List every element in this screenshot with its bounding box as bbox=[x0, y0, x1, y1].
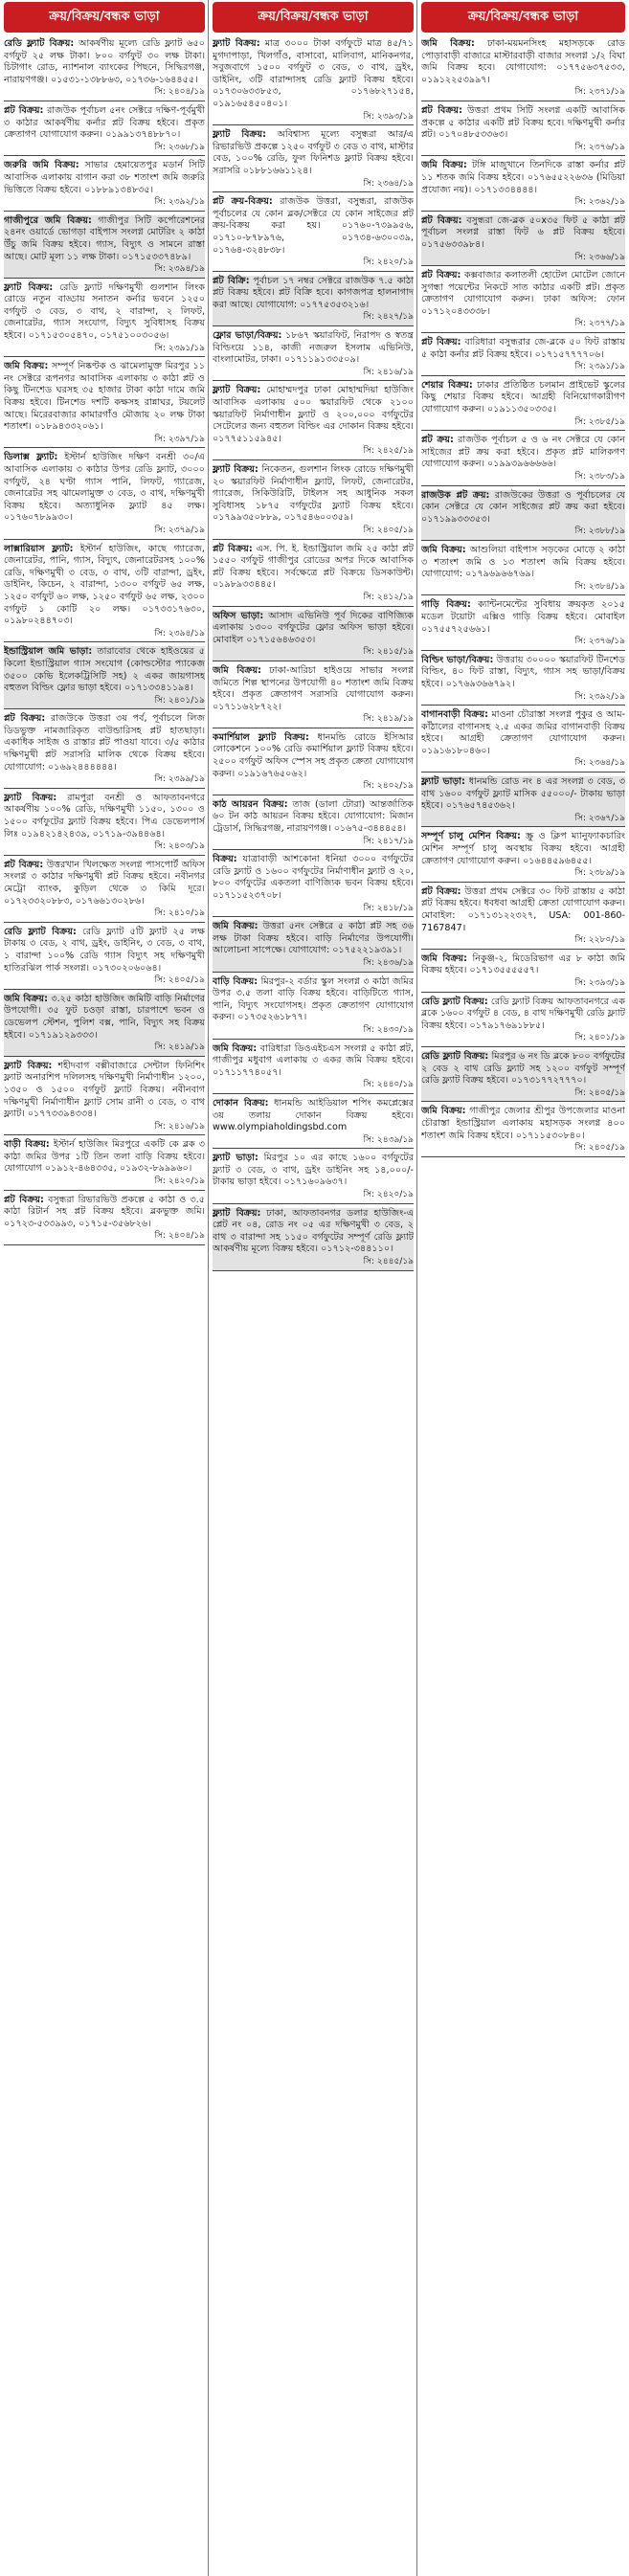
ad-title: প্লট বিক্রয়: bbox=[421, 337, 461, 348]
ad-title: জমি বিক্রয়: bbox=[421, 160, 467, 171]
ad-reference: সি: ২৩৮৯/১৯ bbox=[574, 868, 625, 879]
ad-reference: সি: ২৪১৯/১৯ bbox=[154, 1042, 205, 1053]
column-header: ক্রয়/বিক্রয়/বন্ধক ভাড়া bbox=[421, 2, 625, 33]
ad-title: বাড়ি বিক্রয়: bbox=[213, 975, 258, 987]
ad-body: উত্তরা ৫নং সেক্টরে ৫ কাঠা প্লট সহ ৩৬ লক্ষ টাকা বিক্রয় হইবে। বাড়ি নির্মাণের উপযোগী। আলোচনা সাপেক্ষে। যোগাযোগ: ০১৭৫২২১৯৩৯১। bbox=[213, 921, 414, 956]
classified-ad bbox=[4, 1061, 205, 1136]
ad-body: মিরপুর ১০ এর কাছে ১৬০০ বর্গফুটের ফ্ল্যাট ৩ বেড, ৩ বাথ, ড্রইং ডাইনিং সহ ১৪,০০০/- টাকায় ভাড়া হইবে। ০১৭১৬০৯৬৩৭। bbox=[213, 1153, 414, 1188]
classified-ad bbox=[421, 435, 625, 485]
ad-body: সম্পূর্ণ নিষ্কণ্টক ও ঝামেলামুক্ত মিরপুর ১১ নং সেক্টরে রূপনগর আবাসিক এলাকায় ৩ কাঠা প্লট ও কিছু টিনশেড ঘরসহ ৩৫ হাজার টাকা কাঠা দামে জমি বিক্রয় হইবে। টিনশেড দশটি কক্ষসহ রান্নাঘর, টয়লেট আছে। মিরেরবাজার কামারগাঁও মৌজায় ২০ লক্ষ টাকা শতাংশ। ০১৮৯৪৩৩২০৬১। bbox=[4, 361, 205, 433]
ad-body: তারাবোর থেকে হাইওয়ের ৫ কিলো ইন্ডাস্ট্রিয়াল গ্যাস সংযোগ (কোল্ডস্টোর প্যাকেজ ৩৫০০ কেভি ইলেকট্রিসিটি সহ) ২ একর জায়গাসহ বহুতল বিল্ডিং ফ্লোর ভাড়া হইবে। ০১৭১৩৩৪১১৯৪। bbox=[4, 646, 205, 694]
ad-body: টঙ্গি মাজুখানে তিনদিকে রাস্তা কর্নার প্লট ১১ শতক জমি বিক্রয় হইবে। ০১৭৬৫৫২২৬৩৬ (মিডিয়া প্রযোজ্য নয়)। ০১৭১৩৩৪৪৪৪। bbox=[421, 160, 625, 195]
ad-body: যাত্রাবাড়ী আশকোনা ধনিয়া ৩০০০ বর্গফুটের রেডি ফ্ল্যাট ও ১৬০০ বর্গফুটের নির্মাণাধীন ফ্ল্যাট ও ২০, ৮০০ বর্গফুটের একতলা বাণিজ্যিক ভবন বিক্রয় হইবে। ০১৭১১৫২৩৭০৮। bbox=[213, 854, 414, 901]
ad-reference: সি: ২৩৬৮/১৯ bbox=[154, 142, 205, 152]
ad-body: বারিধারা ডিওএইচএস সংলগ্ন ৫ কাঠা প্লট, গাজীপুর মধুবাগ এলাকায় ৩ একর জমি বিক্রয় হইবে। ০১৭১১৭৭৪০৫৭। bbox=[213, 1042, 414, 1078]
classified-ad bbox=[4, 160, 205, 211]
classified-ad bbox=[213, 799, 414, 850]
ad-reference: সি: ২৪২০/১৯ bbox=[154, 1176, 205, 1187]
classified-ad bbox=[421, 886, 625, 950]
ad-body: রাজউক পূর্বাচল ৫নং সেক্টরে দক্ষিণ-পূর্বমুখী ৩ কাঠার আকর্ষণীয় কর্নার প্লট বিক্রয় হইবে। প্রকৃত ক্রেতাগণ যোগাযোগ করুন। ০১৯৯১৩৭৪৮৮৭০। bbox=[4, 104, 205, 141]
ad-body: উত্তরা প্রথম সেক্টরে ৩০ ফিট রাস্তায় ৫ কাঠা প্লট বিক্রয় হইবে। ধবধবা আগ্রহী ক্রেতা যোগাযোগ করুন। মোবাইল: ০১৭১৩১২২৩২৭, USA: 001-860-7167847। bbox=[421, 885, 625, 933]
ad-title: জমি বিক্রয়: bbox=[421, 1106, 466, 1117]
classified-ad bbox=[4, 544, 205, 643]
classified-ad bbox=[4, 452, 205, 539]
ad-reference: সি: ২৪৪০/১৯ bbox=[363, 1080, 414, 1090]
ad-title: ডিলাক্স ফ্ল্যাট: bbox=[4, 452, 58, 463]
ad-title: জমি বিক্রয়: bbox=[421, 38, 475, 49]
classified-ad bbox=[213, 276, 414, 326]
ad-reference: সি: ২৪০১/১৯ bbox=[154, 695, 205, 706]
ad-reference: সি: ২৩৬২/১৯ bbox=[574, 197, 625, 208]
classified-ad bbox=[421, 215, 625, 266]
ad-reference: সি: ২৩৬৬/১৯ bbox=[574, 252, 625, 262]
ad-body: বসুন্ধরা রিভারভিউ প্রকল্পে ৫ কাঠা ও ৩.৫ কাঠা রিটার্ন সহ প্লট বিক্রয় হইবে। ব্লকভুক্ত জমি। ০১৭২৩-৫৩৩৯৯৩, ০১৭১৫-৩৫৬৮২৬। bbox=[4, 1194, 205, 1229]
classified-ad bbox=[4, 994, 205, 1057]
ad-title: প্লট ক্রয়: bbox=[421, 435, 454, 446]
ad-reference: সি: ২৩৯২/১৯ bbox=[154, 197, 205, 208]
ad-reference: সি: ২৩৮৮/১৯ bbox=[574, 526, 625, 537]
ad-body: পূর্বাচল ১৭ নম্বর সেক্টরে রাজউক ৭.৫ কাঠা প্লট বিক্রয় হইবে। প্লট বিক্রি হবে। কাগজপত্র হালনাগাদ করা আছে। যোগাযোগ: ০১৭৭৫৩৫৩২১৬। bbox=[213, 275, 414, 310]
classified-ad bbox=[213, 732, 414, 795]
ad-reference: সি: ২৪৩৯/১৯ bbox=[363, 1134, 414, 1145]
ad-title: বিল্ডিং ভাড়া/বিক্রয়: bbox=[421, 654, 494, 665]
ad-title: অফিস ভাড়া: bbox=[213, 610, 264, 621]
ad-title: জমি বিক্রয়: bbox=[213, 664, 261, 676]
ad-title: প্লট বিক্রয়: bbox=[421, 270, 461, 281]
ad-title: প্লট বিক্রয়: bbox=[4, 1194, 44, 1205]
classified-ad bbox=[213, 611, 414, 661]
ad-reference: সি: ২৪২০/১৯ bbox=[363, 1190, 414, 1200]
ad-body: রাজউকে উত্তরা ৩য় পর্ব, পূর্বাচলে লিজ ডিডভুক্ত নামজারিকৃত বাউন্ডারিসহ প্লট হাতছাড়া। একাধিক সাইজ ও রাস্তার প্লট পাওয়া যাবে। ৩/৫ কাঠার দক্ষিণমুখী প্লট সরাসরি মালিক থেকে বিক্রয় হইবে। যোগাযোগ: ০১৬৯২৪৪৪৪৪৪। bbox=[4, 713, 205, 773]
ad-title: শেয়ার বিক্রয়: bbox=[421, 379, 473, 391]
ad-reference: সি: ২৩৯৩/১৯ bbox=[574, 977, 625, 988]
classified-ad bbox=[421, 997, 625, 1047]
ad-reference: সি: ২৪৩৬/১৯ bbox=[363, 957, 414, 968]
ad-title: প্লট বিক্রয়: bbox=[4, 713, 46, 725]
classified-ad bbox=[213, 1098, 414, 1149]
ad-title: প্লট বিক্রয়: bbox=[421, 214, 462, 226]
ad-body: ইস্টার্ন হাউজিং, কাছে গ্যারেজ, জেনারেটর, পানি, গ্যাস, বিদ্যুৎ, জেনারেটরসহ ১০০% রেডি, দক্ষিণমুখী ৩ বেড, ৩ বাথ, ৩টি বারান্দা, ড্রইং, ডাইনিং, কিচেন, ২ বারান্দা, ১৩০০ বর্গফুট ৬৫ লক্ষ, ১২৫০ বর্গফুট ৬০ লক্ষ, ১২৫০ বর্গফুট ৬৫ লক্ষ, ২৩০০ বর্গফুট ১ কোটি ২০ লক্ষ। ০১৭৩৩১৭৬৩০, ০১৯৮০২৪৪৭০৩। bbox=[4, 543, 205, 627]
ad-body: রাজউকের উত্তরা ও পূর্বাচলের যে কোন সেক্টরে যে কোন সাইজের প্লট ক্রয় করা হইবে। ০১৭১৯৯৩৩৩৫৩। bbox=[421, 489, 625, 525]
ad-reference: সি: ২৩৯১/১৯ bbox=[154, 343, 205, 353]
classified-ad bbox=[421, 545, 625, 595]
ad-reference: সি: ২৪৩০/১৯ bbox=[363, 1024, 414, 1035]
ad-body: মোহাম্মদপুর ঢাকা মোহাম্মদিয়া হাউজিং আবাসিক এলাকায় ৫০০ স্কয়ারফিট থেকে ২১০০ স্কয়ারফিট নির্মাণাধীন ফ্ল্যাট ও ২০০,০০০ বর্গফুটের সেটেলের জন্য বহুতল বিল্ডিং এর দোকান বিক্রয় হইবে। ০১৭৭৫১১৫৯৪৫। bbox=[213, 385, 414, 444]
ad-title: ফ্ল্যাট বিক্রয়: bbox=[4, 792, 57, 803]
ad-title: ফ্ল্যাট বিক্রয়: bbox=[213, 1207, 261, 1219]
ad-body: আসাদ এভিনিউ পূর্ব দিকের বাণিজ্যিক এলাকায় ১৩০০ বর্গফুটের ফ্লোর অফিস ভাড়া হইবে। মোবাইল ০১৭১৫৬৪৬৩৫৩। bbox=[213, 610, 414, 645]
ad-body: মাত্র ৩০০০ টাকা বর্গফুটে মাত্র ৪৫/৭১ মুগদাপাড়া, খিলগাঁও, বাসাবো, মালিবাগ, মানিকনগর, সবুজবাগে ১৫০০ বর্গফুট ৩ বেড, ৩ বাথ, ড্রইং, ডাইনিং, ৩টি বারান্দাসহ রেডি ফ্ল্যাট বিক্রয় হইবে। ০১৭৩০৬৩৩৮৫৩, ০১৭৬৮২৭১৫৪, ০১৯১৬৫৪৫০৪০১। bbox=[213, 38, 414, 109]
ad-reference: সি: ২৩৬৭/১৯ bbox=[574, 813, 625, 823]
classified-ad bbox=[421, 337, 625, 376]
ad-title: বিক্রয়: bbox=[213, 854, 237, 865]
classified-ad bbox=[4, 646, 205, 709]
ad-reference: সি: ২৩৯৯/১৯ bbox=[154, 774, 205, 785]
classified-column-2 bbox=[213, 0, 414, 2576]
ad-title: গাড়ি বিক্রয়: bbox=[421, 599, 471, 611]
ad-reference: সি: ২৪০৫/১৯ bbox=[574, 1087, 625, 1098]
ad-title: ফ্ল্যাট ভাড়া: bbox=[213, 1153, 258, 1164]
ad-reference: সি: ২৪০৫/১৯ bbox=[363, 525, 414, 535]
ad-reference: সি: ২৪১৬/১৯ bbox=[363, 367, 414, 377]
ad-body: ১৮৬৭ স্কয়ারফিট, নিরাপদ ও স্বতন্ত্র বিল্ডিংয়ে ১১৪, কাজী নজরুল ইসলাম এভিনিউ, বাংলামোটর, ঢাকা। ০১৭১১৯১৩৩৫০৯। bbox=[213, 330, 414, 366]
ad-body: ইস্টার্ন হাউজিং দক্ষিণ বনশ্রী ৩০/এ আবাসিক এলাকায় ৩ কাঠার উপর রেডি ফ্ল্যাট, ৩০০০ বর্গফুট, ২৪ ঘণ্টা গ্যাস পানি, লিফট, গ্যারেজ, জেনারেটর সহ ঝামেলামুক্ত ৩ বেড, ৩ বাথ, দক্ষিণমুখী বিক্রয় হইবে। অত্যাধুনিক ফ্ল্যাট ৪৫ লক্ষ। ০১৭৬০৭৮৯৯৩০। bbox=[4, 452, 205, 524]
ad-title: ফ্ল্যাট বিক্রয়: bbox=[4, 281, 54, 293]
ad-title: প্লট ক্রয়-বিক্রয়: bbox=[213, 196, 273, 208]
classified-ad bbox=[421, 160, 625, 211]
ad-title: দোকান বিক্রয়: bbox=[213, 1097, 269, 1109]
column-header: ক্রয়/বিক্রয়/বন্ধক ভাড়া bbox=[213, 2, 414, 33]
ad-reference: সি: ২৩৬৪/১৯ bbox=[363, 178, 414, 189]
ad-body: রাজউক উত্তরা, বসুন্ধরা, রাজউক পূর্বাচলের যে কোন ব্লক/সেক্টরে যে কোন সাইজের প্লট ক্রয়-বিক্রয় করা হয়। ০১৭৬০-৭৩৯৯৫৬, ০১৭১০-৮৭৮৯৭৬, ০১৭৩৪-৬৩০০৩৯, ০১৭৬৪-৩২৪৮৩৮। bbox=[213, 196, 414, 256]
classified-ad bbox=[213, 330, 414, 381]
ad-reference: সি: ২৪৪৫/১৯ bbox=[363, 1257, 414, 1267]
ad-reference: সি: ২৪১৯/১৯ bbox=[363, 714, 414, 725]
classified-ad bbox=[213, 38, 414, 125]
ad-reference: সি: ২৩৭১/১৯ bbox=[574, 87, 625, 98]
ad-reference: সি: ২৪১০/১৯ bbox=[154, 908, 205, 919]
ad-body: রেডি ফ্ল্যাট বিক্রয় আফতাবনগরে এক ব্লকে ১৬০০ বর্গফুট ৪ বেড, ৪ বাথ দক্ষিণমুখী রেডি ফ্ল্যাট বিক্রয় হইবে। ০১৭৯১৭৬৯১৮৮৫। bbox=[421, 996, 625, 1031]
ad-body: উত্তরায় ৩০০০০ স্কয়ারফিট টিনশেড বিল্ডিং, ৪০ ফিট রাস্তা, বিদ্যুৎ, গ্যাস সহ ভাড়া/বিক্রয় হইবে। ০১৭৬৯৩৬৬৭৯২। bbox=[421, 654, 625, 689]
ad-body: তাজ (ডালা টোরা) আন্তর্জাতিক ৬০ টন কাঠ আয়রন বিক্রয় হইবে। যোগাযোগ: মিজান ট্রেডার্স, সিদ্ধিরগঞ্জ, নারায়ণগঞ্জ। ০১৬৭৫-৩৪৪৪৫৪। bbox=[213, 798, 414, 835]
ad-reference: সি: ২৪০১/১৯ bbox=[574, 1033, 625, 1043]
ad-reference: সি: ২৪০৪/১৯ bbox=[154, 1231, 205, 1242]
ad-body: বসুন্ধরা জে-ব্লক ৫০x৩৫ ফিট ৫ কাঠা প্লট পূর্বাচল সংলগ্ন রাস্তা ফিট ৬ প্লট বিক্রয় হইবে। ০১৭৫৬৩৩৯৮৪। bbox=[421, 214, 625, 250]
ad-title: রেডি ফ্ল্যাট বিক্রয়: bbox=[4, 926, 77, 937]
ad-reference: সি: ২৪০৩/১৯ bbox=[154, 841, 205, 852]
classified-ad bbox=[4, 1195, 205, 1245]
ad-title: ফ্ল্যাট বিক্রয়: bbox=[213, 385, 261, 396]
ad-body: ধানমন্ডি রোডে ইসিআর লোকেশনে ১০০% রেডি কমার্শিয়াল ফ্ল্যাট বিক্রয় হইবে। ২৫০০ বর্গফুট অফিস স্পেস সহ প্রকৃত ক্রেতা যোগাযোগ করুন। ০১৯১৬৭৬৫০৬২। bbox=[213, 731, 414, 779]
ad-title: প্লট বিক্রয়: bbox=[4, 104, 44, 116]
ad-reference: সি: ২৩৬৪/১৯ bbox=[574, 758, 625, 769]
ad-body: উত্তরখান খিলক্ষেত সংলগ্ন পাসপোর্ট অফিস সংলগ্ন ৩ কাঠার দক্ষিণমুখী প্লট বিক্রয় হইবে। নবীনগর মেট্রো ব্যাংক, কুড়িল থেকে ৩ কিমি দূরে। ০১৭২৩৩২০৮৮৩, ০১৭৬৬১৩০২৮৬। bbox=[4, 859, 205, 907]
column-divider bbox=[208, 0, 209, 2576]
classified-ad bbox=[213, 544, 414, 607]
ad-body: রামপুরা বনশ্রী ও আফতাবনগরে আকর্ষণীয় ১০০% রেডি, দক্ষিণমুখী ১১৫০, ১৩০০ ও ১৫০০ বর্গফুটের ফ্ল্যাট বিক্রয় হইবে। পিএ ডেভেলপার্স লিঃ ০১৯৪২১৪২৪৩৯, ০১৭১৯-৩৯৪৪৬৪। bbox=[4, 792, 205, 840]
ad-title: প্লট বিক্রয়: bbox=[4, 859, 44, 870]
ad-reference: সি: ২৪১৮/১৯ bbox=[363, 903, 414, 913]
ad-title: জমি বিক্রয়: bbox=[4, 993, 48, 1004]
ad-body: ঢাকা, আফতাবনগর ডলার হাউজিং-এ প্লেট নং ০৪, রোড নং ০৫ এর দক্ষিণমুখী ৩ বেড, ২ বাথ ৩ বারান্দা সহ ১১৫০ বর্গফুটের সম্পূর্ণ রেডি ফ্ল্যাট আকর্ষণীয় মূল্যে বিক্রয় হইবে। ০১৭১২-৩৪৪১১০। bbox=[213, 1207, 414, 1255]
classified-ad bbox=[421, 1051, 625, 1102]
classified-ad bbox=[213, 196, 414, 272]
ad-title: বাগানবাড়ী বিক্রয়: bbox=[421, 709, 488, 721]
classified-ad bbox=[421, 380, 625, 431]
classified-ad bbox=[421, 599, 625, 650]
ad-body: গাজীপুর সিটি কর্পোরেশনের ২৪নং ওয়ার্ডে ভোগড়া বাইপাস সংলগ্ন মোটরিং ২ কাঠা উঁচু জমি বিক্রয় হইবে। গ্যাস, বিদ্যুৎ ও সামনে রাস্তা আছে। মোট মূল্য ১১ লক্ষ টাকা। ০১৭১৫৩৩৭৪৮৯। bbox=[4, 214, 205, 262]
ad-body: ধানমন্ডি রোড নং ৪ এর সংলগ্ন ৩ বেড, ৩ বাথ ১৬০০ বর্গফুট ফ্ল্যাট মাসিক ৫৫০০০/- টাকায় ভাড়া হইবে। ০১৭৬৫৭৪৫৩৬২। bbox=[421, 776, 625, 812]
ad-body: ক্যান্টনমেন্টের সুবিধায় ক্রয়কৃত ২০১৫ মডেল টয়োটা এক্সিও গাড়ি বিক্রয় হইবে। মোবাইল ০১৭৫৫৭২৫৬৬১। bbox=[421, 599, 625, 635]
classified-ad bbox=[421, 709, 625, 773]
classified-column-3 bbox=[421, 0, 625, 2576]
ad-body: শহীদবাগ বক্সীবাজারে সেন্টাল ফিনিশিং ফ্ল্যাট অনারশিপ দলিলসহ দক্ষিণমুখী নির্মাণাধীন ১২০০, ১৩৫০ ও ১৫০০ বর্গফুট ফ্ল্যাট বিক্রয়। নবীনবাগ দক্ষিণমুখী নির্মাণাধীন ফ্ল্যাট সোম রানী ৩ বেড, ৩ বাথ ফ্ল্যাট। ০১৭৭৩৩৯৪৩৩৪। bbox=[4, 1060, 205, 1120]
classified-ad bbox=[421, 953, 625, 993]
ad-title: রেডি ফ্ল্যাট বিক্রয়: bbox=[421, 996, 488, 1007]
ad-body: ঢাকার প্রতিষ্ঠিত চলমান প্রাইভেট স্কুলের কিছু শেয়ার বিক্রয় হইবে। আগ্রহী বিনিয়োগকারীগণ যোগাযোগ করুন। ০১৯১১৩৫০৩৩৫। bbox=[421, 379, 625, 415]
ad-title: রাজউক প্লট ক্রয়: bbox=[421, 489, 490, 501]
ad-title: জমি বিক্রয়: bbox=[213, 1042, 258, 1054]
classified-ad bbox=[421, 270, 625, 333]
ad-body: ধানমন্ডি আইডিয়াল শপিং কমপ্লেক্সের ৩য় তলায় দোকান বিক্রয় হইবে। www.olympiaholdingsbd.com bbox=[213, 1097, 414, 1133]
classified-ad bbox=[213, 385, 414, 460]
ad-title: কাঠ আয়রন বিক্রয়: bbox=[213, 798, 288, 810]
ad-body: মিরপুর-২ বর্ডার স্কুল সংলগ্ন ৩ কাঠা জমির উপর ৩.৫ তলা বাড়ি বিক্রয় হইবে। বাড়িটিতে গ্যাস, পানি, বিদ্যুৎ সংযোগসহ। প্রকৃত ক্রেতাগণ যোগাযোগ করুন। ০১৭৩৫২৬১৮৭৭। bbox=[213, 975, 414, 1023]
ad-title: বাড়ী বিক্রয়: bbox=[4, 1139, 50, 1151]
ad-reference: সি: ২৪০৫/১৯ bbox=[574, 1143, 625, 1154]
classified-ad bbox=[213, 665, 414, 728]
ad-title: জমি বিক্রয়: bbox=[421, 952, 468, 964]
classified-ad bbox=[213, 976, 414, 1040]
classified-ad bbox=[213, 464, 414, 540]
ad-reference: সি: ২৩৭৯/১৯ bbox=[154, 525, 205, 535]
classified-ad bbox=[4, 38, 205, 101]
ad-body: রেডি ফ্ল্যাট ৫টি ফ্ল্যাট ২৫ লক্ষ টাকায় ৩ বেড, ২ বাথ, ড্রইং, ডাইনিং, ৩ বেড, ৩ বাথ, ১ বারান্দা ১০০% রেডি গ্যাস বিদ্যুৎ সহ দক্ষিণমুখী হাতিরঝিল পার্ক সংলগ্ন। ০১৭৩০২০৬০৬৪। bbox=[4, 926, 205, 974]
ad-body: অবিশ্বাস্য মূল্যে বসুন্ধরা আর/এ রিভারভিউ প্রকল্পে ১২৫০ বর্গফুট ৩ বেড ৩ বাথ, মাস্টার বেড, ১০০% রেডি, ফুল ফিনিশড ফ্ল্যাট বিক্রয় হইবে। সরাসরি ০১৮৮১৬৬১১২৪। bbox=[213, 129, 414, 176]
ad-body: এস. পি. ই. ইন্ডাস্ট্রিয়াল জমি ২৫ কাঠা প্লট ১৫৫০ বর্গফুট গাজীপুর রোডের অপর দিকে আবাসিক প্লট বিক্রয় হইবে। সর্বক্ষেত্রে প্লট বিক্রয়ে ডিসকাউন্ট। ০১৯৮৯৩৩৪৪৫। bbox=[213, 543, 414, 591]
ad-title: ফ্ল্যাট ভাড়া: bbox=[421, 776, 465, 788]
ad-body: ঢাকা-ময়মনসিংহ মহাসড়কে রোড পোড়াবাড়ী বাজারে মাস্টারবাড়ী বাজার সংলগ্ন ১/২ বিঘা জমি বিক্রয় হবে। যোগাযোগ: ০১৭৭৫৬৩৭৫৩৩, ০১৯১২২৫৩৯৯৭। bbox=[421, 38, 625, 85]
ad-body: উত্তরা প্রথম সিটি সংলগ্ন একটি আবাসিক প্রকল্পে ৫ কাঠার একটি প্লট বিক্রয় হবে। দক্ষিণমুখী কর্নার প্লট। ০১৭০৪৮৫৩৩৬৩। bbox=[421, 104, 625, 141]
ad-body: মাওনা চৌরাস্তা সংলগ্ন পুকুর ও আম-কাঁঠালের বাগানসহ ২.৫ একর জমির বাগানবাড়ী বিক্রয় হইবে। আগ্রহী ক্রেতাগণ যোগাযোগ করুন। ০১৯১৬১৮০৪৬০। bbox=[421, 709, 625, 756]
ad-title: জমি বিক্রয়: bbox=[4, 361, 49, 372]
classified-ad bbox=[4, 927, 205, 990]
ad-title: গাজীপুরে জমি বিক্রয়: bbox=[4, 214, 92, 226]
ad-reference: সি: ২৩৭৭/১৯ bbox=[574, 319, 625, 329]
classified-ad bbox=[4, 361, 205, 448]
classified-ad bbox=[421, 655, 625, 706]
classified-ad bbox=[421, 776, 625, 827]
classified-ad bbox=[4, 215, 205, 279]
ad-title: প্লট বিক্রয়: bbox=[421, 885, 461, 897]
ad-title: জমি বিক্রয়: bbox=[421, 544, 466, 555]
ad-reference: সি: ২৪১৭/১৯ bbox=[363, 836, 414, 846]
ad-reference: সি: ২৩৭৬/১৯ bbox=[574, 637, 625, 647]
ad-reference: সি: ২৩৮৩/১৯ bbox=[574, 472, 625, 482]
ad-title: প্লট বিক্রয়: bbox=[213, 543, 253, 554]
classified-ad bbox=[213, 854, 414, 917]
ad-body: আকর্ষণীয় মূল্যে রেডি ফ্ল্যাট ৬৫০ বর্গফুট ২৫ লক্ষ টাকা। ৮০০ বর্গফুট ৩০ লক্ষ টাকা। চিটাগাং রোড, ন্যাশনাল ব্যাংকের পিছনে, সিদ্ধিরগঞ্জ, নারায়ণগঞ্জ। ০১৫৩১-১৩৮৮৬৩, ০১৭৩৬-১৬৪৪৫৫। bbox=[4, 38, 205, 85]
classified-ad bbox=[4, 793, 205, 856]
ad-reference: সি: ২৪২৭/১৯ bbox=[363, 312, 414, 323]
ad-body: কক্সবাজার কলাতলী হোটেল মোটেল জোনে সুগন্ধা পয়েন্টের নিকটে সাত কাঠার একটি প্লট। প্রকৃত ক্রেতাগণ যোগাযোগ করুন। ঢাকা অফিস: ফোন ০১৭১২০৪৩৩৩৮। bbox=[421, 270, 625, 317]
ad-reference: সি: ২৩৯৩/১৯ bbox=[363, 111, 414, 122]
ad-reference: সি: ২৩৯৪/১৯ bbox=[154, 628, 205, 638]
classified-ad bbox=[213, 1208, 414, 1271]
classified-column-1 bbox=[4, 0, 205, 2576]
ad-title: সম্পূর্ণ চালু মেশিন বিক্রয়: bbox=[421, 831, 521, 842]
classified-ad bbox=[421, 38, 625, 101]
ad-body: আশুলিয়া বাইপাস সড়কের মোড়ে ২ কাঠা ৩ শতাংশ জমি ও ১৩ শতাংশ জমি বিক্রয় হইবে। যোগাযোগ: ০১৭৯৬৯৬৬৭৬৯। bbox=[421, 544, 625, 580]
classified-ad bbox=[421, 831, 625, 882]
ad-reference: সি: ২২৮০/১৯ bbox=[574, 935, 625, 946]
column-divider bbox=[416, 0, 417, 2576]
classified-ad bbox=[421, 1106, 625, 1156]
ad-body: রাজউক পূর্বাচল ৫ ও ৬ নং সেক্টরে যে কোন সাইজের প্লট ক্রয় করা হইবে। প্রকৃত প্লট মালিকগণ যোগাযোগ করুন। ০১৯৯৩৯৬৬৬৬৬। bbox=[421, 435, 625, 470]
column-header: ক্রয়/বিক্রয়/বন্ধক ভাড়া bbox=[4, 2, 205, 33]
classified-ad bbox=[4, 860, 205, 923]
ad-title: প্লট বিক্রয়: bbox=[421, 104, 462, 116]
ad-reference: সি: ২৪১৬/১৯ bbox=[154, 1121, 205, 1131]
classified-ad bbox=[213, 129, 414, 192]
ad-body: বারিধারা বসুন্ধরার জে-ব্লকে ৫০ ফিট রাস্তায় ৫ কাঠা কর্নার প্লট বিক্রয় হইবে। ০১৭১৫৭৭৭৭০৬। bbox=[421, 337, 625, 360]
ad-reference: সি: ২৪২৫/১৯ bbox=[363, 446, 414, 457]
ad-reference: সি: ২৪০৪/১৯ bbox=[154, 87, 205, 98]
classified-ad bbox=[421, 105, 625, 156]
ad-title: জমি বিক্রয়: bbox=[213, 921, 258, 932]
classified-ad bbox=[4, 713, 205, 789]
classified-ad bbox=[4, 282, 205, 358]
ad-title: প্লট বিক্রি: bbox=[213, 275, 250, 286]
ad-title: রেডি ফ্ল্যাট বিক্রয়: bbox=[4, 38, 75, 49]
classified-ad bbox=[421, 490, 625, 541]
ad-body: গাজীপুর জেলার শ্রীপুর উপজেলার মাওনা চৌরাস্তা ইন্ডাস্ট্রিয়াল এলাকায় মহাসড়ক সংলগ্ন ৪০০ শতাংশ জমি বিক্রয় হইবে। ০১৭১১৫৩০৮৪০। bbox=[421, 1106, 625, 1141]
ad-title: জরুরি জমি বিক্রয়: bbox=[4, 160, 79, 171]
ad-reference: সি: ২৩৯৭/১৯ bbox=[154, 434, 205, 444]
ad-title: ফ্ল্যাট বিক্রয়: bbox=[213, 129, 266, 141]
classified-ad bbox=[4, 1139, 205, 1190]
ad-reference: সি: ২৪১৫/১৯ bbox=[363, 647, 414, 658]
ad-body: সাভার হেমায়েতপুর মডার্ন সিটি আবাসিক এলাকায় বাগান করা ৩৮ শতাংশ জমি জরুরি ভিত্তিতে বিক্রয় হইবে। ০১৮৮৯১৩৪৮৩৫। bbox=[4, 160, 205, 195]
ad-title: ইন্ডাস্ট্রিয়াল জমি ভাড়া: bbox=[4, 646, 93, 658]
ad-reference: সি: ২৩৮৫/১৯ bbox=[574, 416, 625, 427]
ad-reference: সি: ২৪১২/১৯ bbox=[363, 592, 414, 602]
ad-reference: সি: ২৪০২/১৯ bbox=[363, 781, 414, 792]
classified-ad bbox=[213, 1043, 414, 1094]
ad-body: নিকুঞ্জ-২, মিডেরিভাগ এর ৮ কাঠা জমি বিক্রয় হইবে। ০১৭১৩৫৫৫৫৫৭। bbox=[421, 952, 625, 976]
ad-body: ঢাকা-আরিচা হাইওয়ে সাভার সংলগ্ন জমিতে শিল্প স্থাপনের উপযোগী ৪০ শতাংশ জমি বিক্রয় হইবে। প্রকৃত ক্রেতাগণ সরাসরি যোগাযোগ করুন। ০১৭১১৬২৮৭২২। bbox=[213, 664, 414, 712]
classified-ad bbox=[213, 1153, 414, 1203]
ad-body: নিকেতন, গুলশান লিংক রোডে দক্ষিণমুখী ২০ স্কয়ারফিট নির্মাণাধীন ফ্ল্যাট, লিফট, জেনারেটর, গ্যারেজ, সিকিউরিটি, টাইলস সহ আধুনিক সকল সুবিধাসহ ১৮৭৫ বর্গফুটের ফ্ল্যাট বিক্রয় হইবে। ০১৭৯৯৩৫০৮৮৯, ০১৭৫৪৬০০৩৫৯। bbox=[213, 464, 414, 524]
ad-title: লাক্সারিয়াস ফ্ল্যাট: bbox=[4, 543, 74, 554]
ad-body: মিরপুর ৬ নং ডি ব্লকে ৮০০ বর্গফুটের ২ বেড ২ বাথ রেডি ফ্ল্যাট সহ ১২০০ বর্গফুট সম্পূর্ণ রেডি ফ্ল্যাট বিক্রয় হইবে। ০১৭৩১৭৭২৭৭৭০। bbox=[421, 1050, 625, 1086]
classified-ad bbox=[213, 921, 414, 972]
ad-reference: সি: ২৩৭৬/১৯ bbox=[574, 142, 625, 152]
ad-title: ফ্ল্যাট বিক্রয়: bbox=[213, 464, 258, 475]
ad-title: কমার্শিয়াল ফ্ল্যাট বিক্রয়: bbox=[213, 731, 309, 743]
ad-reference: সি: ২৩৯২/১৯ bbox=[574, 691, 625, 702]
ad-reference: সি: ২৩৯১/১৯ bbox=[574, 362, 625, 372]
ad-reference: সি: ২৪২০/১৯ bbox=[363, 258, 414, 268]
ad-reference: সি: ২৩৮৪/১৯ bbox=[574, 581, 625, 592]
ad-title: ফ্ল্যাট বিক্রয়: bbox=[4, 1060, 53, 1071]
ad-reference: সি: ২৩৯৪/১৯ bbox=[154, 264, 205, 275]
ad-title: রেডি ফ্ল্যাট বিক্রয়: bbox=[421, 1050, 489, 1062]
ad-body: স্ক্রু ও ক্লিপ ম্যানুফ্যাকচারিং মেশিন সম্পূর্ণ চালু অবস্থায় বিক্রয় হইবে। আগ্রহী ক্রেতাগণ যোগাযোগ করুন। ০১৬৪৪৫৯৬৪৫৫। bbox=[421, 831, 625, 866]
ad-title: ফ্লোর ভাড়া/বিক্রয়: bbox=[213, 330, 282, 342]
ad-reference: সি: ২৪০৫/১৯ bbox=[154, 975, 205, 986]
ad-body: রেডি ফ্ল্যাট দক্ষিণমুখী গুলশান লিংক রোডে নতুন বাড্ডায় সনাতন কর্নার ভবনে ১২৫০ বর্গফুট ৩ বেড, ৩ বাথ, ২ বারান্দা, ২ লিফট, জেনারেটর, গ্যাস সংযোগ, বিদ্যুৎ সুবিধাসহ বিক্রয় হইবে। ০১৭১৫৩০৫৪৭০, ০১৭৫১০০৩০৫৬। bbox=[4, 281, 205, 342]
ad-body: ৩.২৫ কাঠা হাউজিং জমিটি বাড়ি নির্মাণের উপযোগী। ৩৫ ফুট চওড়া রাস্তা, চারপাশে ভবন ও ডেভেলপ স্টেশন, পুলিশ বক্স, পানি, বিদ্যুৎ সহ বিক্রয় হইবে। ০১৭১৯১২৯৩৩৩। bbox=[4, 993, 205, 1041]
classified-ad bbox=[4, 105, 205, 156]
ad-body: ইস্টার্ন হাউজিং মিরপুরে একটি কে ব্লক ৩ কাঠা জমির উপর ১টি তিন তলা বাড়ি বিক্রয় হইবে। যোগাযোগ ০১৯১২-৪৬৪৩৩৫, ০১৯৩২-৮৯৯৯৬০। bbox=[4, 1139, 205, 1175]
ad-title: ফ্ল্যাট বিক্রয়: bbox=[213, 38, 260, 49]
